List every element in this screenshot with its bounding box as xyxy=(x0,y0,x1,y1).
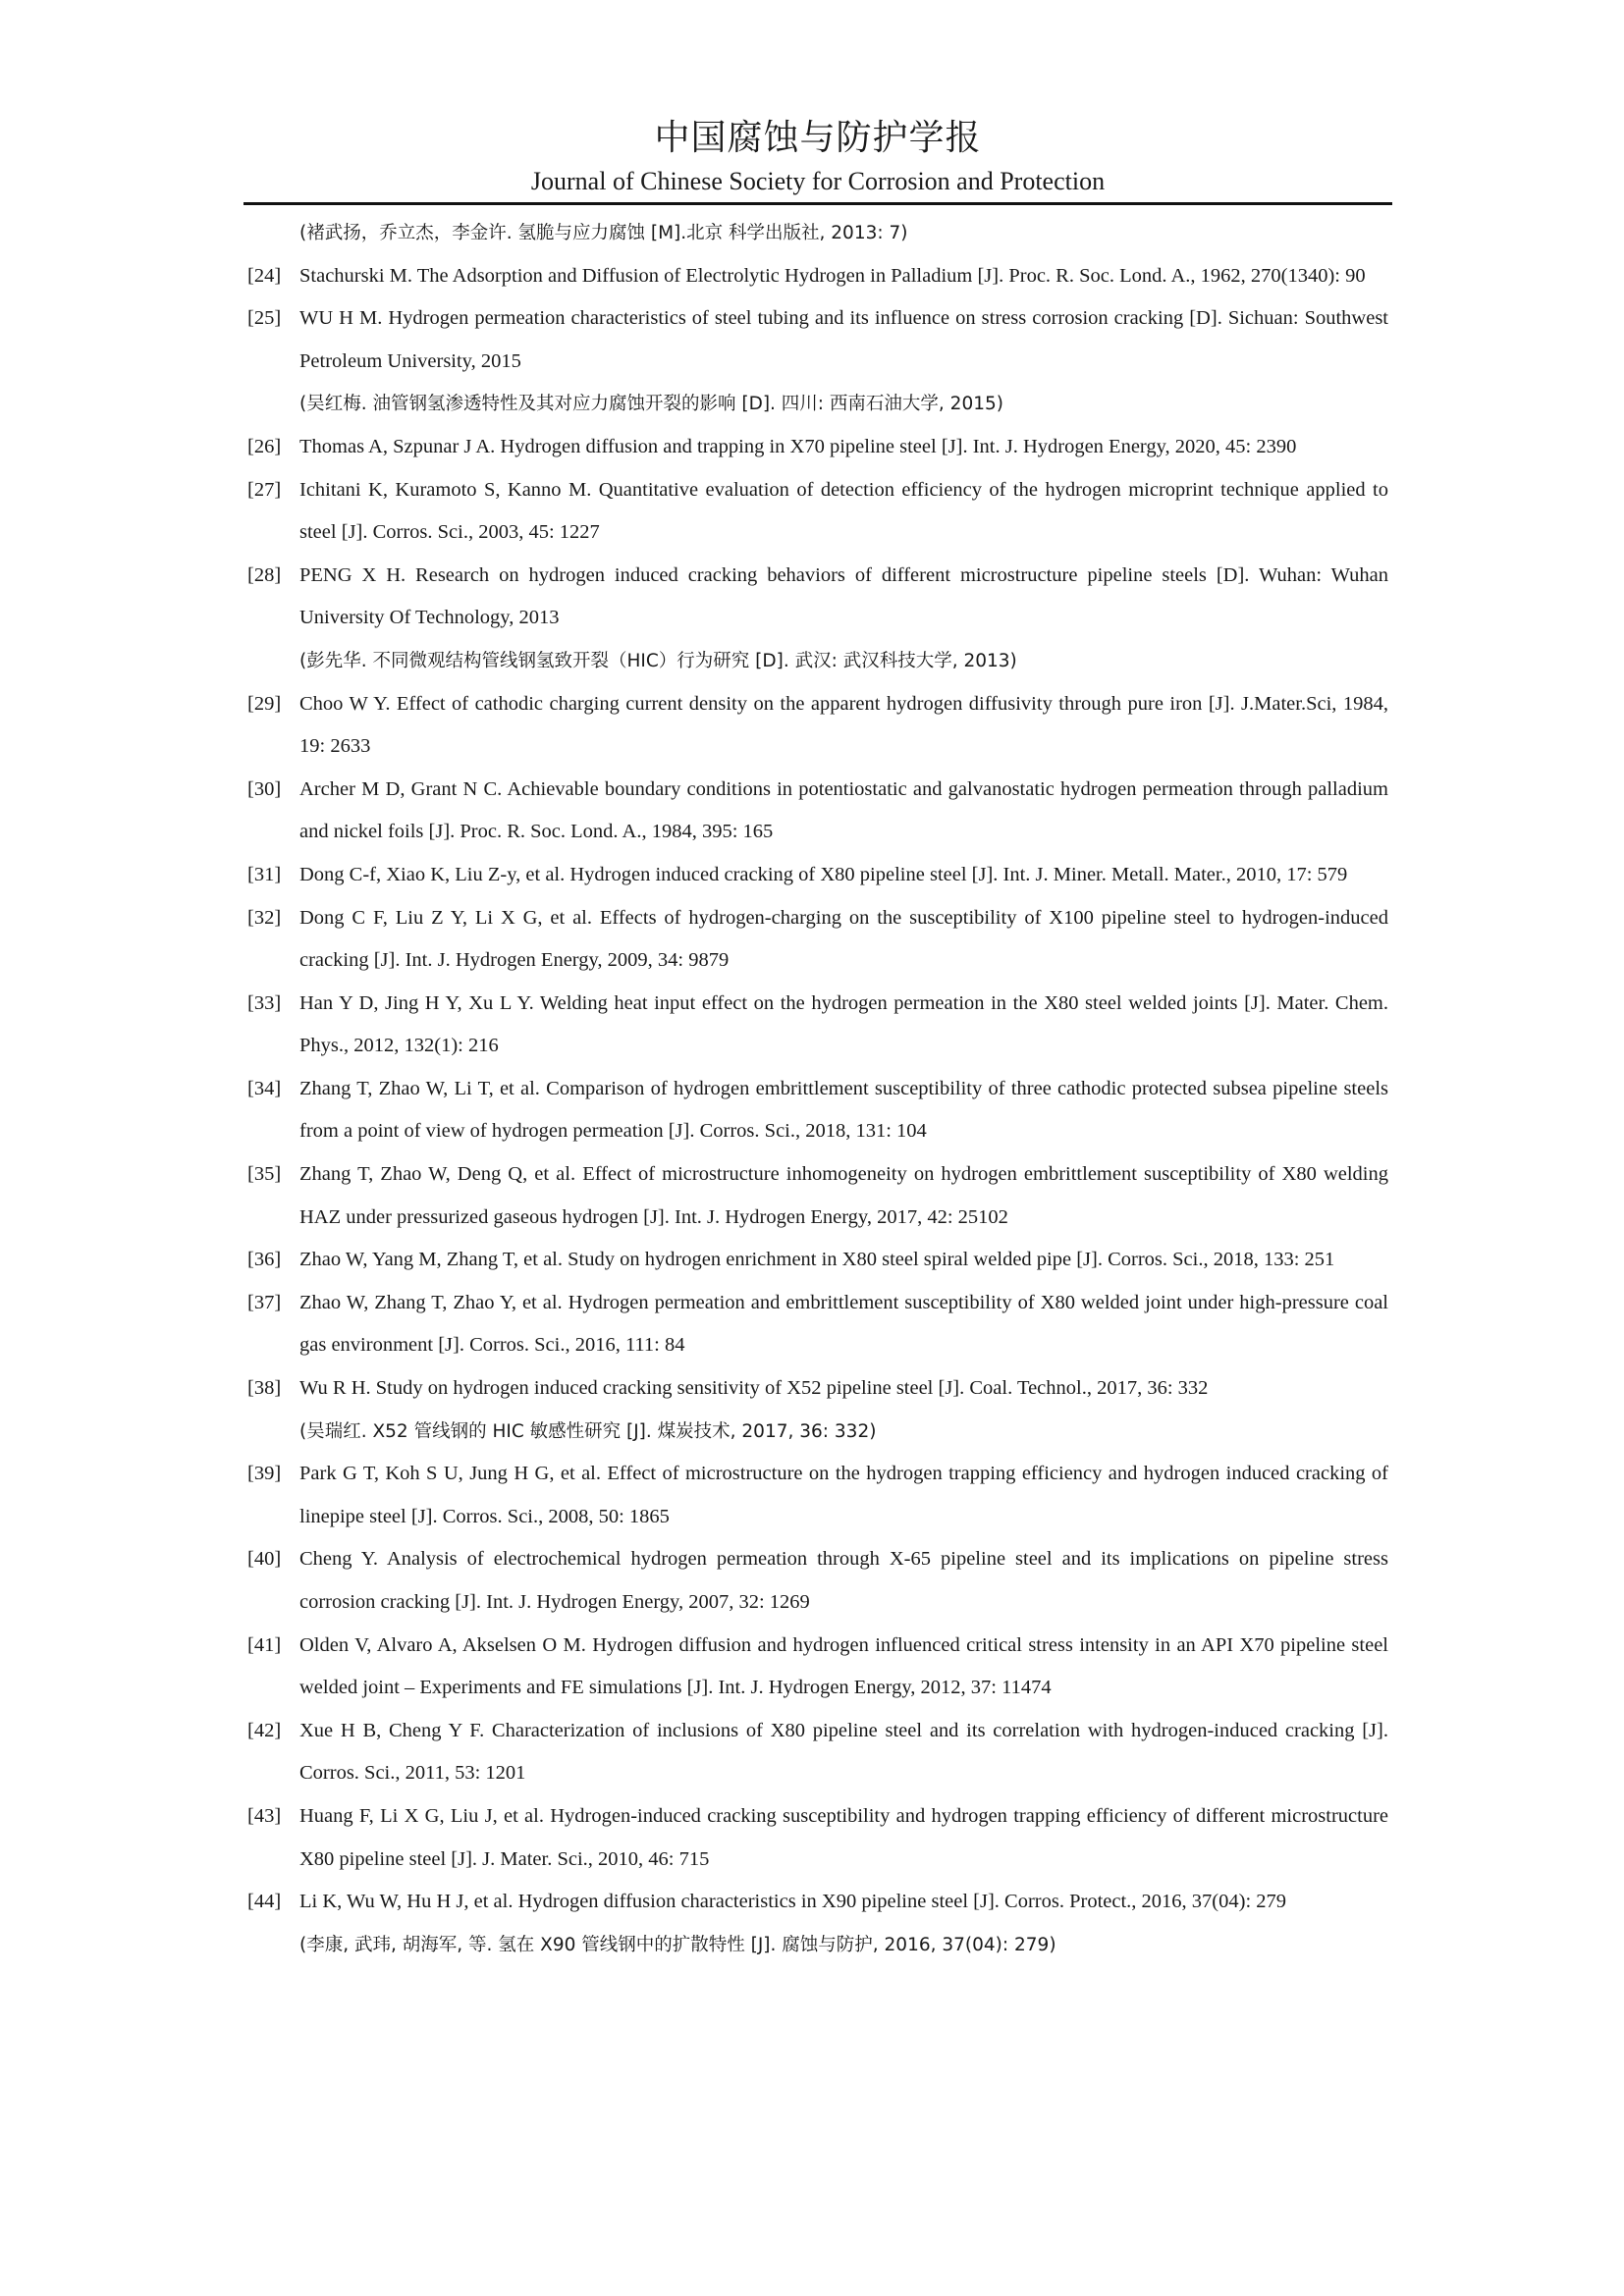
reference-number: [36] xyxy=(247,1249,282,1271)
reference-body xyxy=(299,1795,1388,1881)
reference-item xyxy=(247,854,1388,897)
reference-item xyxy=(247,1068,1388,1153)
reference-item xyxy=(247,1282,1388,1367)
reference-list xyxy=(247,212,1388,1966)
reference-number: [25] xyxy=(247,307,282,330)
reference-number: [39] xyxy=(247,1463,282,1485)
reference-number: [38] xyxy=(247,1377,282,1400)
reference-item xyxy=(247,555,1388,683)
reference-body xyxy=(299,1239,1388,1282)
reference-number: [24] xyxy=(247,264,282,287)
reference-body xyxy=(299,1153,1388,1239)
reference-text: PENG X H. Research on hydrogen induced cracking behaviors of different microstructure pipeline steels [D]. Wuhan: Wuhan University Of Technology, 2013 xyxy=(299,563,1388,629)
reference-text: Cheng Y. Analysis of electrochemical hydrogen permeation through X-65 pipeline steel and its implications on pipeline stress corrosion cracking [J]. Int. J. Hydrogen Energy, 2007, 32: 1269 xyxy=(299,1548,1388,1613)
reference-body xyxy=(299,297,1388,426)
reference-item xyxy=(247,297,1388,426)
reference-body xyxy=(299,555,1388,683)
reference-item xyxy=(247,769,1388,854)
reference-body xyxy=(299,769,1388,854)
reference-number: [42] xyxy=(247,1719,282,1741)
reference-item xyxy=(247,1710,1388,1795)
reference-number: [31] xyxy=(247,863,282,885)
reference-text: Li K, Wu W, Hu H J, et al. Hydrogen diffusion characteristics in X90 pipeline steel [J]. Corros. Protect., 2016, 37(04): 279 xyxy=(299,1891,1287,1913)
reference-number: [33] xyxy=(247,991,282,1014)
reference-body xyxy=(299,426,1388,469)
reference-item xyxy=(247,1153,1388,1239)
reference-number: [34] xyxy=(247,1077,282,1099)
reference-text: Archer M D, Grant N C. Achievable boundary conditions in potentiostatic and galvanostatic hydrogen permeation through palladium and nickel foils [J]. Proc. R. Soc. Lond. A., 1984, 395: 165 xyxy=(299,777,1388,843)
reference-body xyxy=(299,854,1388,897)
reference-item xyxy=(247,1239,1388,1282)
reference-body xyxy=(299,1068,1388,1153)
reference-text: Zhao W, Yang M, Zhang T, et al. Study on hydrogen enrichment in X80 steel spiral welded pipe [J]. Corros. Sci., 2018, 133: 251 xyxy=(299,1249,1335,1271)
reference-number: [27] xyxy=(247,478,282,501)
reference-text-cn: (吴红梅. 油管钢氢渗透特性及其对应力腐蚀开裂的影响 [D]. 四川: 西南石油大学, 2015) xyxy=(299,394,1003,415)
reference-item xyxy=(247,255,1388,298)
reference-text: Ichitani K, Kuramoto S, Kanno M. Quantitative evaluation of detection efficiency of the hydrogen microprint technique applied to steel [J]. Corros. Sci., 2003, 45: 1227 xyxy=(299,478,1388,544)
reference-text: Han Y D, Jing H Y, Xu L Y. Welding heat input effect on the hydrogen permeation in the X80 steel welded joints [J]. Mater. Chem. Phys., 2012, 132(1): 216 xyxy=(299,991,1388,1057)
reference-body xyxy=(299,683,1388,769)
journal-header xyxy=(244,114,1392,198)
reference-text: Dong C-f, Xiao K, Liu Z-y, et al. Hydrogen induced cracking of X80 pipeline steel [J]. Int. J. Miner. Metall. Mater., 2010, 17: 579 xyxy=(299,863,1348,885)
reference-text: Xue H B, Cheng Y F. Characterization of inclusions of X80 pipeline steel and its correlation with hydrogen-induced cracking [J]. Corros. Sci., 2011, 53: 1201 xyxy=(299,1719,1388,1785)
header-divider xyxy=(244,202,1392,205)
reference-text-cn: (李康, 武玮, 胡海军, 等. 氢在 X90 管线钢中的扩散特性 [J]. 腐蚀与防护, 2016, 37(04): 279) xyxy=(299,1934,1056,1955)
reference-item xyxy=(247,1538,1388,1624)
reference-item xyxy=(247,426,1388,469)
reference-number: [41] xyxy=(247,1633,282,1656)
reference-text: Zhang T, Zhao W, Deng Q, et al. Effect of microstructure inhomogeneity on hydrogen embrittlement susceptibility of X80 welding HAZ under pressurized gaseous hydrogen [J]. Int. J. Hydrogen Energy, 2017, 42: 25102 xyxy=(299,1163,1388,1228)
reference-body xyxy=(299,1367,1388,1453)
reference-number: [35] xyxy=(247,1163,282,1186)
reference-body xyxy=(299,1710,1388,1795)
reference-text-cn: (彭先华. 不同微观结构管线钢氢致开裂（HIC）行为研究 [D]. 武汉: 武汉科技大学, 2013) xyxy=(299,650,1017,671)
reference-number: [44] xyxy=(247,1891,282,1913)
reference-number: [32] xyxy=(247,906,282,929)
reference-body xyxy=(299,255,1388,298)
reference-number: [26] xyxy=(247,435,282,457)
reference-body xyxy=(299,1881,1388,1966)
reference-body xyxy=(299,897,1388,983)
reference-body xyxy=(299,983,1388,1068)
reference-number: [28] xyxy=(247,563,282,586)
reference-item xyxy=(247,897,1388,983)
reference-text: Olden V, Alvaro A, Akselsen O M. Hydrogen diffusion and hydrogen influenced critical stress intensity in an API X70 pipeline steel welded joint – Experiments and FE simulations [J]. Int. J. Hydrogen Energy, 2012, 37: 11474 xyxy=(299,1633,1388,1699)
reference-item xyxy=(247,1795,1388,1881)
reference-body xyxy=(299,1625,1388,1710)
reference-text: WU H M. Hydrogen permeation characteristics of steel tubing and its influence on stress corrosion cracking [D]. Sichuan: Southwest Petroleum University, 2015 xyxy=(299,307,1388,372)
reference-text: Zhang T, Zhao W, Li T, et al. Comparison of hydrogen embrittlement susceptibility of three cathodic protected subsea pipeline steels from a point of view of hydrogen permeation [J]. Corros. Sci., 2018, 131: 104 xyxy=(299,1077,1388,1143)
reference-item xyxy=(247,983,1388,1068)
reference-text: Wu R H. Study on hydrogen induced cracking sensitivity of X52 pipeline steel [J]. Coal. Technol., 2017, 36: 332 xyxy=(299,1377,1209,1400)
reference-number: [37] xyxy=(247,1291,282,1313)
reference-body xyxy=(299,1538,1388,1624)
reference-body xyxy=(299,1282,1388,1367)
reference-item xyxy=(247,683,1388,769)
reference-text: Park G T, Koh S U, Jung H G, et al. Effect of microstructure on the hydrogen trapping efficiency and hydrogen induced cracking of linepipe steel [J]. Corros. Sci., 2008, 50: 1865 xyxy=(299,1463,1388,1527)
reference-continuation: (褚武扬，乔立杰，李金许. 氢脆与应力腐蚀 [M].北京 科学出版社, 2013: 7) xyxy=(299,223,908,243)
reference-body xyxy=(299,469,1388,555)
reference-text: Zhao W, Zhang T, Zhao Y, et al. Hydrogen permeation and embrittlement susceptibility of X80 welded joint under high-pressure coal gas environment [J]. Corros. Sci., 2016, 111: 84 xyxy=(299,1291,1388,1357)
reference-text: Thomas A, Szpunar J A. Hydrogen diffusion and trapping in X70 pipeline steel [J]. Int. J. Hydrogen Energy, 2020, 45: 2390 xyxy=(299,435,1297,457)
reference-text: Stachurski M. The Adsorption and Diffusion of Electrolytic Hydrogen in Palladium [J]. Proc. R. Soc. Lond. A., 1962, 270(1340): 90 xyxy=(299,264,1366,287)
reference-text: Choo W Y. Effect of cathodic charging current density on the apparent hydrogen diffusivity through pure iron [J]. J.Mater.Sci, 1984, 19: 2633 xyxy=(299,692,1388,758)
reference-number: [29] xyxy=(247,692,282,715)
reference-number: [40] xyxy=(247,1548,282,1571)
reference-item xyxy=(247,1625,1388,1710)
reference-body xyxy=(299,1453,1388,1538)
reference-text: Huang F, Li X G, Liu J, et al. Hydrogen-induced cracking susceptibility and hydrogen trapping efficiency of different microstructure X80 pipeline steel [J]. J. Mater. Sci., 2010, 46: 715 xyxy=(299,1804,1388,1870)
reference-number: [43] xyxy=(247,1804,282,1827)
journal-title-cn: 中国腐蚀与防护学报 xyxy=(654,118,982,158)
reference-item xyxy=(247,1453,1388,1538)
reference-item xyxy=(247,469,1388,555)
reference-number: [30] xyxy=(247,777,282,800)
reference-item xyxy=(247,1367,1388,1453)
journal-title-en: Journal of Chinese Society for Corrosion and Protection xyxy=(530,167,1106,195)
reference-item xyxy=(247,1881,1388,1966)
reference-text: Dong C F, Liu Z Y, Li X G, et al. Effects of hydrogen-charging on the susceptibility of X100 pipeline steel to hydrogen-induced cracking [J]. Int. J. Hydrogen Energy, 2009, 34: 9879 xyxy=(299,906,1388,972)
reference-text-cn: (吴瑞红. X52 管线钢的 HIC 敏感性研究 [J]. 煤炭技术, 2017, 36: 332) xyxy=(299,1420,877,1442)
